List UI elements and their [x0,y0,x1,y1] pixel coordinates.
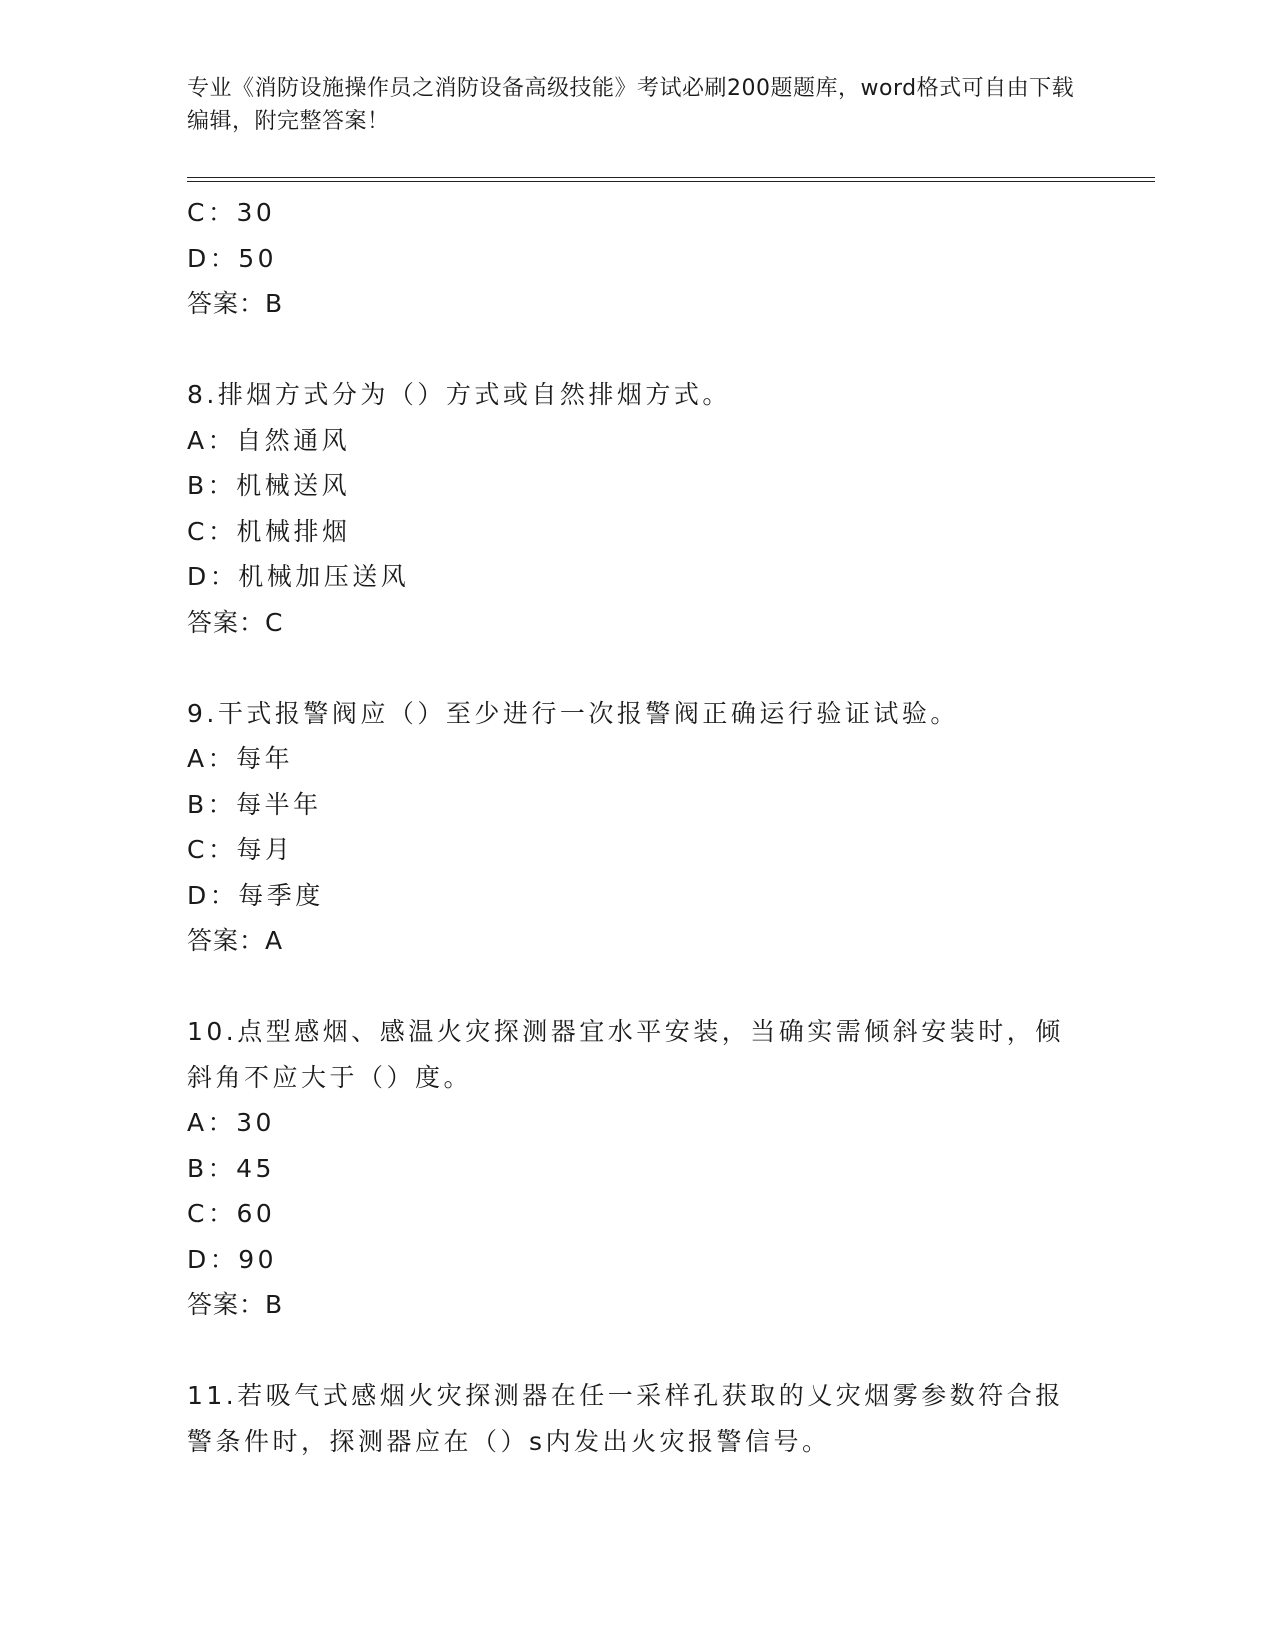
option-d: D：50 [187,243,278,273]
question-stem: 9.干式报警阀应（）至少进行一次报警阀正确运行验证试验。 [187,698,959,728]
answer-line: 答案：A [187,926,284,955]
header-rule-top [187,177,1155,178]
question-stem: 11.若吸气式感烟火灾探测器在任一采样孔获取的乂灾烟雾参数符合报警条件时，探测器应在（）s内发出火灾报警信号。 [187,1381,1064,1456]
option-c: C：60 [187,1199,276,1228]
option-b: B：机械送风 [187,471,351,500]
option-d: D：机械加压送风 [187,562,410,591]
answer-line: 答案：C [187,607,284,637]
previous-question-tail [187,190,1087,327]
option-b: B：每半年 [187,789,322,819]
question-11 [187,1373,1087,1464]
question-list [187,190,1087,1464]
option-d: D：每季度 [187,880,324,910]
document-header: 专业《消防设施操作员之消防设备高级技能》考试必刷200题题库，word格式可自由下载编辑，附完整答案！ [187,76,1075,134]
option-c: C：每月 [187,835,294,864]
option-d: D：90 [187,1244,278,1274]
question-8 [187,372,1087,645]
answer-line: 答案：B [187,1290,284,1319]
spacer [187,1328,1087,1374]
question-9 [187,691,1087,964]
option-b: B：45 [187,1153,275,1183]
question-stem: 8.排烟方式分为（）方式或自然排烟方式。 [187,380,731,409]
option-c: C：30 [187,198,276,227]
answer-line: 答案：B [187,289,284,318]
question-stem: 10.点型感烟、感温火灾探测器宜水平安装，当确实需倾斜安装时，倾斜角不应大于（）度。 [187,1017,1064,1092]
option-c: C：机械排烟 [187,516,351,546]
spacer [187,645,1087,691]
question-10 [187,1009,1087,1328]
option-a: A：30 [187,1108,275,1137]
option-a: A：自然通风 [187,425,351,455]
spacer [187,964,1087,1010]
header-rule-bottom [187,181,1155,182]
spacer [187,327,1087,373]
option-a: A：每年 [187,744,294,773]
